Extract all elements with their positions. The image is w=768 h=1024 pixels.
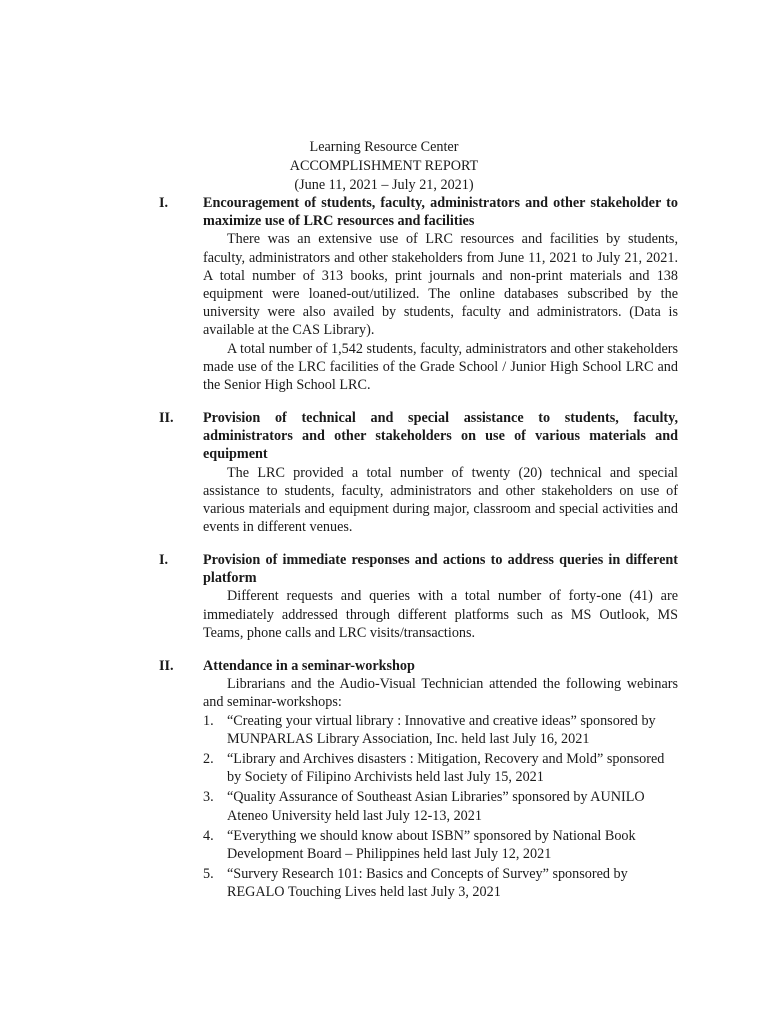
report-title: ACCOMPLISHMENT REPORT: [289, 158, 479, 174]
section-paragraph: There was an extensive use of LRC resources and facilities by students, faculty, administrators and other stakeholders from June 11, 2021 to July 21, 2021. A total number of 313 books, print journals and non-print materials and 138 equipment were loaned-out/utilized. The online databases subscribed by the university were also availed by students, faculty and administrators. (Data is available at the CAS Library).: [203, 231, 678, 339]
section-numeral: I.: [159, 552, 169, 568]
seminar-list: [203, 712, 678, 902]
list-item-number: 4.: [203, 827, 214, 844]
report-period: (June 11, 2021 – July 21, 2021): [294, 177, 474, 193]
list-item-number: 3.: [203, 789, 214, 806]
section-1: [159, 194, 678, 394]
list-item-number: 1.: [203, 712, 214, 729]
list-item: [203, 788, 678, 824]
list-item-text: “Quality Assurance of Southeast Asian Libraries” sponsored by AUNILO Ateneo University held last July 12-13, 2021: [227, 789, 645, 824]
section-paragraph: A total number of 1,542 students, faculty, administrators and other stakeholders made use of the LRC facilities of the Grade School / Junior High School LRC and the Senior High School LRC.: [203, 340, 679, 394]
report-org: Learning Resource Center: [309, 139, 459, 155]
section-heading: Provision of technical and special assistance to students, faculty, administrators and other stakeholders on use of various materials and equipment: [203, 410, 678, 463]
list-item-text: “Everything we should know about ISBN” sponsored by National Book Development Board – Philippines held last July 12, 2021: [227, 827, 636, 863]
section-heading: Attendance in a seminar-workshop: [203, 658, 415, 674]
section-4: [159, 657, 678, 904]
section-paragraph: Different requests and queries with a total number of forty-one (41) are immediately addressed through different platforms such as MS Outlook, MS Teams, phone calls and LRC visits/transactions.: [203, 588, 678, 641]
section-3: [159, 551, 678, 642]
list-item-number: 2.: [203, 751, 214, 768]
section-paragraph: The LRC provided a total number of twenty (20) technical and special assistance to students, faculty, administrators and other stakeholders on use of various materials and equipment during major, classroom and special activities and events in different venues.: [203, 464, 678, 536]
section-numeral: II.: [159, 410, 174, 426]
list-item-text: “Creating your virtual library : Innovative and creative ideas” sponsored by MUNPARLAS Library Association, Inc. held last July 16, 2021: [227, 712, 656, 747]
report-header: [0, 138, 768, 195]
section-heading: Provision of immediate responses and actions to address queries in different platform: [203, 552, 678, 587]
list-item-text: “Library and Archives disasters : Mitigation, Recovery and Mold” sponsored by Society of Filipino Archivists held last July 15, 2021: [227, 751, 665, 786]
list-item: [203, 865, 678, 901]
list-item: [203, 750, 678, 786]
list-item-text: “Survery Research 101: Basics and Concepts of Survey” sponsored by REGALO Touching Lives held last July 3, 2021: [227, 866, 628, 901]
section-heading: Encouragement of students, faculty, administrators and other stakeholder to maximize use of LRC resources and facilities: [203, 195, 678, 230]
section-2: [159, 409, 678, 536]
section-numeral: I.: [159, 195, 169, 211]
list-item: [203, 712, 678, 748]
section-numeral: II.: [159, 658, 174, 674]
section-paragraph: Librarians and the Audio-Visual Technician attended the following webinars and seminar-workshops:: [203, 676, 678, 711]
list-item: [203, 827, 678, 863]
list-item-number: 5.: [203, 866, 214, 883]
